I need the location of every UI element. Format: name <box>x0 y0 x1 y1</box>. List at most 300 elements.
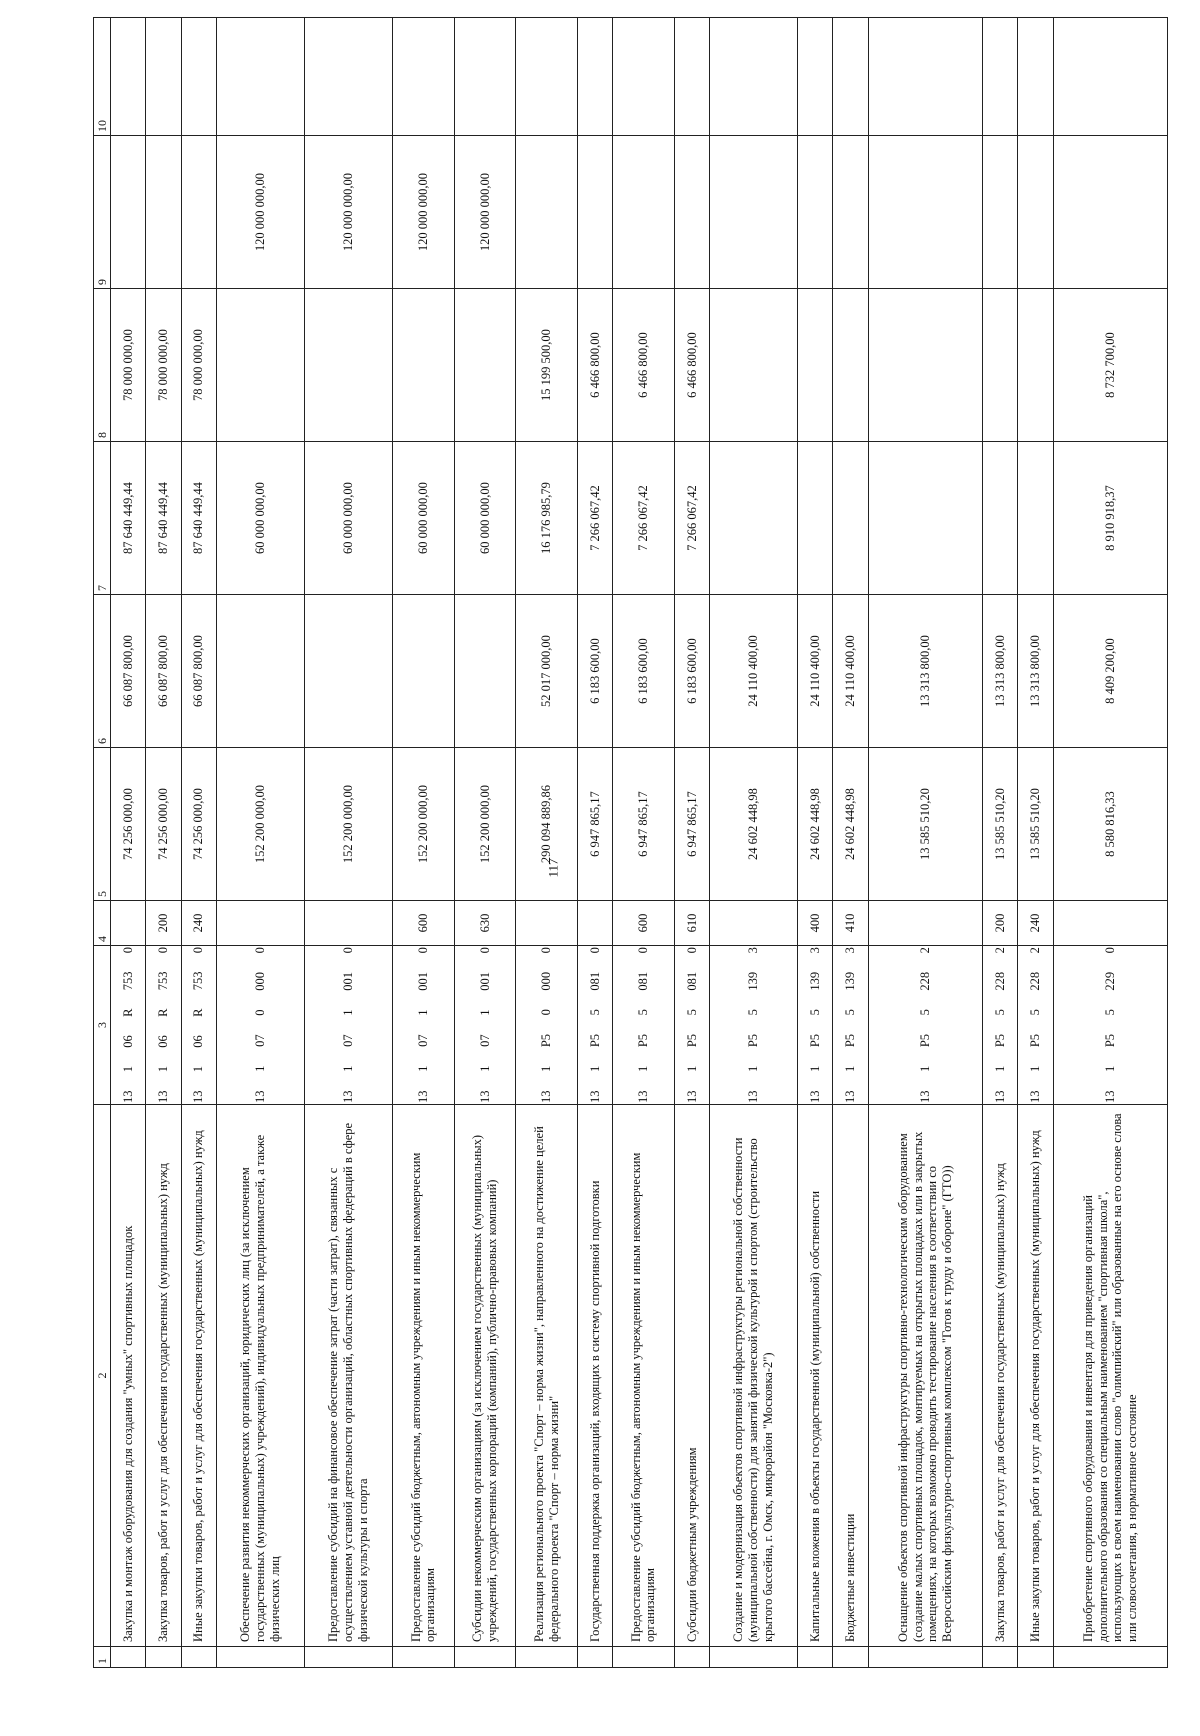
row-index-cell <box>181 1647 216 1668</box>
row-expense-type-cell: 600 <box>392 901 454 946</box>
budget-code-part: 1 <box>156 1065 171 1073</box>
row-amount-col-9 <box>146 136 181 289</box>
budget-code-part: 13 <box>156 1090 171 1103</box>
budget-code-part: 0 <box>1102 947 1117 954</box>
row-amount-col-9 <box>798 136 833 289</box>
row-amount-col-8 <box>304 289 392 442</box>
row-amount-col-9: 120 000 000,00 <box>392 136 454 289</box>
row-name-cell: Реализация регионального проекта "Спорт – норма жизни", направленного на достижение целей федерального проекта "Спорт – норма жизни" <box>516 1105 578 1647</box>
row-amount-col-8: 15 199 500,00 <box>516 289 578 442</box>
budget-code <box>416 947 431 1103</box>
budget-code-part: 1 <box>807 1065 822 1072</box>
row-amount-col-5: 152 200 000,00 <box>304 748 392 901</box>
table-row <box>833 18 868 1668</box>
table-row <box>111 18 146 1668</box>
budget-code-part: 1 <box>1028 1065 1043 1072</box>
budget-code <box>918 947 933 1103</box>
row-name-cell: Бюджетные инвестиции <box>833 1105 868 1647</box>
budget-code <box>843 947 858 1103</box>
row-amount-col-10 <box>111 18 146 136</box>
row-amount-col-10 <box>516 18 578 136</box>
row-amount-col-8 <box>392 289 454 442</box>
row-expense-type-cell: 410 <box>833 901 868 946</box>
row-code-cell <box>710 946 798 1105</box>
row-code-cell <box>1053 946 1167 1105</box>
budget-code-part: 0 <box>684 947 699 954</box>
row-name-cell: Закупка товаров, работ и услуг для обеспечения государственных (муниципальных) нужд <box>146 1105 181 1647</box>
row-index-cell <box>392 1647 454 1668</box>
row-code-cell <box>868 946 982 1105</box>
row-amount-col-5: 74 256 000,00 <box>146 748 181 901</box>
table-row <box>1018 18 1053 1668</box>
budget-code-part: 5 <box>746 1009 761 1016</box>
row-amount-col-7: 87 640 449,44 <box>111 442 146 595</box>
budget-code <box>341 947 356 1103</box>
budget-code-part: 5 <box>843 1009 858 1016</box>
row-amount-col-5: 290 094 889,86 <box>516 748 578 901</box>
row-expense-type-cell: 400 <box>798 901 833 946</box>
row-amount-col-10 <box>577 18 612 136</box>
row-expense-type-cell <box>710 901 798 946</box>
row-amount-col-7: 60 000 000,00 <box>304 442 392 595</box>
budget-code-part: 1 <box>415 1009 430 1016</box>
budget-code <box>121 947 136 1103</box>
row-index-cell <box>868 1647 982 1668</box>
row-amount-col-10 <box>833 18 868 136</box>
row-amount-col-10 <box>392 18 454 136</box>
column-header-4: 4 <box>94 901 111 946</box>
row-amount-col-7: 7 266 067,42 <box>674 442 709 595</box>
column-header-10: 10 <box>94 18 111 136</box>
budget-table-container <box>93 88 1168 1668</box>
budget-code-part: P5 <box>843 1033 858 1048</box>
budget-code-part: 06 <box>120 1035 135 1048</box>
row-amount-col-7 <box>1018 442 1053 595</box>
row-name-cell: Закупка товаров, работ и услуг для обеспечения государственных (муниципальных) нужд <box>982 1105 1017 1647</box>
row-code-cell <box>392 946 454 1105</box>
row-index-cell <box>710 1647 798 1668</box>
row-amount-col-6: 24 110 400,00 <box>798 595 833 748</box>
budget-code-part: 13 <box>746 1090 761 1103</box>
budget-code <box>539 947 554 1103</box>
row-name-cell: Предоставление субсидий бюджетным, автономным учреждениям и иным некоммерческим организациям <box>613 1105 675 1647</box>
row-amount-col-5: 74 256 000,00 <box>181 748 216 901</box>
row-amount-col-9 <box>868 136 982 289</box>
row-amount-col-8: 78 000 000,00 <box>146 289 181 442</box>
row-code-cell <box>454 946 516 1105</box>
budget-code <box>1103 947 1118 1103</box>
row-amount-col-9 <box>577 136 612 289</box>
budget-code-part: R <box>191 1008 206 1017</box>
budget-code <box>588 947 603 1103</box>
budget-code-part: 13 <box>1102 1090 1117 1103</box>
row-index-cell <box>1053 1647 1167 1668</box>
budget-code-part: 1 <box>746 1065 761 1072</box>
row-amount-col-10 <box>710 18 798 136</box>
budget-code-part: 0 <box>156 947 171 954</box>
budget-code-part: P5 <box>1028 1033 1043 1048</box>
row-code-cell <box>217 946 305 1105</box>
row-amount-col-7: 60 000 000,00 <box>454 442 516 595</box>
row-amount-col-8: 78 000 000,00 <box>111 289 146 442</box>
row-amount-col-7 <box>798 442 833 595</box>
row-amount-col-7 <box>868 442 982 595</box>
row-index-cell <box>833 1647 868 1668</box>
row-amount-col-9 <box>674 136 709 289</box>
row-name-cell: Субсидии бюджетным учреждениям <box>674 1105 709 1647</box>
row-amount-col-5: 152 200 000,00 <box>392 748 454 901</box>
row-amount-col-6: 24 110 400,00 <box>710 595 798 748</box>
row-index-cell <box>798 1647 833 1668</box>
row-name-cell: Предоставление субсидий на финансовое обеспечение затрат (части затрат), связанных с осуществлением уставной деятельности организаций, областных спортивных федераций в сфере физической культуры и спорта <box>304 1105 392 1647</box>
budget-code-part: 5 <box>1102 1009 1117 1016</box>
budget-code-part: 1 <box>917 1065 932 1072</box>
row-amount-col-9 <box>1018 136 1053 289</box>
column-header-2: 2 <box>94 1105 111 1647</box>
budget-code-part: 13 <box>1028 1090 1043 1103</box>
budget-code-part: P5 <box>1102 1033 1117 1048</box>
table-row <box>217 18 305 1668</box>
budget-code-part: 07 <box>415 1034 430 1047</box>
budget-code-part: 13 <box>253 1090 268 1103</box>
row-amount-col-6: 13 313 800,00 <box>1018 595 1053 748</box>
row-amount-col-8 <box>798 289 833 442</box>
budget-code-part: 081 <box>636 971 651 991</box>
column-header-3: 3 <box>94 946 111 1105</box>
table-row <box>868 18 982 1668</box>
budget-code-part: 3 <box>843 947 858 954</box>
budget-code-part: 139 <box>746 971 761 991</box>
table-row <box>674 18 709 1668</box>
column-header-6: 6 <box>94 595 111 748</box>
budget-code-part: 228 <box>1028 971 1043 991</box>
budget-code-part: 1 <box>477 1065 492 1072</box>
budget-code-part: 1 <box>120 1065 135 1073</box>
row-amount-col-5: 6 947 865,17 <box>674 748 709 901</box>
budget-code-part: 1 <box>539 1065 554 1072</box>
budget-code-part: 5 <box>992 1009 1007 1016</box>
budget-code-part: 1 <box>843 1065 858 1072</box>
budget-code-part: 13 <box>539 1090 554 1103</box>
budget-code <box>808 947 823 1103</box>
row-amount-col-6: 6 183 600,00 <box>674 595 709 748</box>
row-amount-col-8 <box>1018 289 1053 442</box>
budget-code-part: R <box>120 1008 135 1017</box>
row-amount-col-9: 120 000 000,00 <box>304 136 392 289</box>
budget-code <box>478 947 493 1103</box>
table-row <box>710 18 798 1668</box>
row-amount-col-7 <box>833 442 868 595</box>
row-amount-col-7: 87 640 449,44 <box>146 442 181 595</box>
row-index-cell <box>454 1647 516 1668</box>
budget-code-part: 13 <box>191 1090 206 1103</box>
budget-code-part: 753 <box>120 971 135 991</box>
budget-code-part: P5 <box>684 1033 699 1048</box>
budget-code-part: 0 <box>120 947 135 954</box>
table-row <box>392 18 454 1668</box>
row-amount-col-7: 60 000 000,00 <box>392 442 454 595</box>
row-expense-type-cell: 240 <box>1018 901 1053 946</box>
budget-code-part: 2 <box>1028 947 1043 954</box>
row-amount-col-5: 152 200 000,00 <box>454 748 516 901</box>
budget-code-part: 1 <box>191 1065 206 1073</box>
budget-code-part: 06 <box>156 1035 171 1048</box>
row-amount-col-7: 7 266 067,42 <box>577 442 612 595</box>
row-amount-col-8: 6 466 800,00 <box>577 289 612 442</box>
row-index-cell <box>1018 1647 1053 1668</box>
row-name-cell: Государственная поддержка организаций, входящих в систему спортивной подготовки <box>577 1105 612 1647</box>
row-amount-col-6 <box>217 595 305 748</box>
table-row <box>982 18 1017 1668</box>
row-amount-col-8: 6 466 800,00 <box>613 289 675 442</box>
budget-code-part: R <box>156 1008 171 1017</box>
row-amount-col-6: 13 313 800,00 <box>982 595 1017 748</box>
row-expense-type-cell <box>1053 901 1167 946</box>
budget-code-part: 13 <box>843 1090 858 1103</box>
row-amount-col-5: 13 585 510,20 <box>1018 748 1053 901</box>
row-name-cell: Обеспечение развития некоммерческих организаций, юридических лиц (за исключением государственных (муниципальных) учреждений), индивидуальных предпринимателей, а также физических лиц <box>217 1105 305 1647</box>
column-header-1: 1 <box>94 1647 111 1668</box>
row-amount-col-9 <box>1053 136 1167 289</box>
row-expense-type-cell <box>868 901 982 946</box>
row-amount-col-8: 78 000 000,00 <box>181 289 216 442</box>
row-amount-col-7: 87 640 449,44 <box>181 442 216 595</box>
budget-code-part: 07 <box>253 1034 268 1047</box>
budget-code-part: 5 <box>807 1009 822 1016</box>
budget-code-part: 001 <box>415 972 430 991</box>
budget-code-part: 0 <box>253 947 268 954</box>
table-row <box>577 18 612 1668</box>
table-row <box>146 18 181 1668</box>
row-index-cell <box>304 1647 392 1668</box>
row-code-cell <box>833 946 868 1105</box>
budget-code-part: 5 <box>587 1009 602 1016</box>
row-name-cell: Иные закупки товаров, работ и услуг для обеспечения государственных (муниципальных) нужд <box>1018 1105 1053 1647</box>
row-amount-col-8 <box>982 289 1017 442</box>
row-amount-col-10 <box>454 18 516 136</box>
row-amount-col-6 <box>304 595 392 748</box>
column-header-7: 7 <box>94 442 111 595</box>
budget-code-part: 000 <box>253 972 268 991</box>
row-amount-col-6: 66 087 800,00 <box>146 595 181 748</box>
budget-code-part: 1 <box>477 1009 492 1016</box>
row-expense-type-cell: 630 <box>454 901 516 946</box>
row-index-cell <box>577 1647 612 1668</box>
row-name-cell: Создание и модернизация объектов спортивной инфраструктуры региональной собственности (муниципальной собственности) для занятий физической культурой и спортом (строительство крытого бассейна, г. Омск, микрорайон "Московка-2") <box>710 1105 798 1647</box>
row-code-cell <box>111 946 146 1105</box>
row-expense-type-cell: 200 <box>146 901 181 946</box>
row-amount-col-5: 13 585 510,20 <box>982 748 1017 901</box>
row-amount-col-8: 8 732 700,00 <box>1053 289 1167 442</box>
row-code-cell <box>577 946 612 1105</box>
budget-code-part: 1 <box>1102 1065 1117 1072</box>
budget-code-part: 13 <box>477 1090 492 1103</box>
budget-code-part: 5 <box>684 1009 699 1016</box>
row-amount-col-10 <box>181 18 216 136</box>
row-expense-type-cell: 240 <box>181 901 216 946</box>
row-amount-col-9 <box>710 136 798 289</box>
budget-code-part: 13 <box>120 1090 135 1103</box>
column-number-row <box>94 18 111 1668</box>
budget-code-part: 0 <box>341 947 356 954</box>
budget-code-part: P5 <box>539 1033 554 1048</box>
table-row <box>454 18 516 1668</box>
table-row <box>516 18 578 1668</box>
row-expense-type-cell <box>217 901 305 946</box>
row-amount-col-7: 16 176 985,79 <box>516 442 578 595</box>
row-amount-col-10 <box>674 18 709 136</box>
budget-code-part: 1 <box>415 1065 430 1072</box>
row-amount-col-10 <box>1018 18 1053 136</box>
row-amount-col-5: 24 602 448,98 <box>710 748 798 901</box>
budget-code-part: 13 <box>587 1090 602 1103</box>
row-amount-col-5: 13 585 510,20 <box>868 748 982 901</box>
budget-code-part: 228 <box>917 971 932 991</box>
row-expense-type-cell: 200 <box>982 901 1017 946</box>
budget-code-part: 0 <box>253 1009 268 1016</box>
budget-code-part: 081 <box>587 971 602 991</box>
budget-code-part: 3 <box>746 947 761 954</box>
row-name-cell: Предоставление субсидий бюджетным, автономным учреждениям и иным некоммерческим организациям <box>392 1105 454 1647</box>
row-amount-col-6: 66 087 800,00 <box>181 595 216 748</box>
row-index-cell <box>111 1647 146 1668</box>
budget-code <box>1028 947 1043 1103</box>
budget-code-part: 0 <box>539 947 554 954</box>
row-amount-col-10 <box>304 18 392 136</box>
row-amount-col-8 <box>868 289 982 442</box>
budget-code-part: 2 <box>917 947 932 954</box>
row-amount-col-6: 52 017 000,00 <box>516 595 578 748</box>
row-amount-col-6 <box>454 595 516 748</box>
budget-code-part: 1 <box>341 1065 356 1072</box>
row-code-cell <box>798 946 833 1105</box>
row-amount-col-9: 120 000 000,00 <box>217 136 305 289</box>
row-amount-col-10 <box>146 18 181 136</box>
budget-code-part: 1 <box>253 1065 268 1072</box>
row-amount-col-5: 8 580 816,33 <box>1053 748 1167 901</box>
budget-code-part: 5 <box>636 1009 651 1016</box>
budget-code-part: 3 <box>807 947 822 954</box>
budget-code <box>156 947 171 1103</box>
row-amount-col-10 <box>868 18 982 136</box>
row-amount-col-6: 8 409 200,00 <box>1053 595 1167 748</box>
budget-code-part: 753 <box>156 971 171 991</box>
row-amount-col-8 <box>217 289 305 442</box>
row-name-cell: Капитальные вложения в объекты государственной (муниципальной) собственности <box>798 1105 833 1647</box>
row-amount-col-8: 6 466 800,00 <box>674 289 709 442</box>
row-index-cell <box>613 1647 675 1668</box>
budget-code <box>685 947 700 1103</box>
budget-code-part: 229 <box>1102 971 1117 991</box>
budget-code-part: 753 <box>191 971 206 991</box>
row-amount-col-6: 13 313 800,00 <box>868 595 982 748</box>
budget-code-part: 081 <box>684 971 699 991</box>
budget-code <box>636 947 651 1103</box>
budget-code-part: 0 <box>539 1009 554 1016</box>
table-row <box>613 18 675 1668</box>
row-amount-col-7 <box>710 442 798 595</box>
row-amount-col-10 <box>798 18 833 136</box>
budget-code-part: P5 <box>636 1033 651 1048</box>
row-code-cell <box>181 946 216 1105</box>
row-amount-col-9 <box>982 136 1017 289</box>
row-amount-col-10 <box>1053 18 1167 136</box>
budget-table-body <box>94 18 1168 1668</box>
budget-code-part: P5 <box>992 1033 1007 1048</box>
budget-code-part: 13 <box>341 1090 356 1103</box>
row-amount-col-9 <box>516 136 578 289</box>
row-index-cell <box>674 1647 709 1668</box>
row-amount-col-10 <box>613 18 675 136</box>
row-amount-col-6 <box>392 595 454 748</box>
budget-code-part: 001 <box>477 972 492 991</box>
budget-code-part: 1 <box>636 1065 651 1072</box>
row-code-cell <box>516 946 578 1105</box>
budget-code <box>253 947 268 1103</box>
budget-code-part: 13 <box>917 1090 932 1103</box>
row-name-cell: Приобретение спортивного оборудования и инвентаря для приведения организаций дополнительного образования со специальным наименованием "спортивная школа", использующих в своем наименовании слово "олимпийский" или образованные на его основе слова или словосочетания, в нормативное состояние <box>1053 1105 1167 1647</box>
budget-code-part: 5 <box>1028 1009 1043 1016</box>
row-amount-col-10 <box>217 18 305 136</box>
budget-code-part: 0 <box>415 947 430 954</box>
row-index-cell <box>516 1647 578 1668</box>
table-row <box>304 18 392 1668</box>
row-amount-col-5: 24 602 448,98 <box>798 748 833 901</box>
budget-code-part: 13 <box>684 1090 699 1103</box>
row-amount-col-9 <box>181 136 216 289</box>
row-name-cell: Закупка и монтаж оборудования для создания "умных" спортивных площадок <box>111 1105 146 1647</box>
row-code-cell <box>146 946 181 1105</box>
row-index-cell <box>146 1647 181 1668</box>
row-amount-col-7: 7 266 067,42 <box>613 442 675 595</box>
table-row <box>1053 18 1167 1668</box>
table-row <box>798 18 833 1668</box>
row-amount-col-5: 6 947 865,17 <box>613 748 675 901</box>
budget-code <box>191 947 206 1103</box>
budget-code-part: 0 <box>636 947 651 954</box>
budget-code-part: P5 <box>587 1033 602 1048</box>
budget-code-part: 0 <box>191 947 206 954</box>
row-amount-col-7: 8 910 918,37 <box>1053 442 1167 595</box>
row-expense-type-cell <box>516 901 578 946</box>
row-code-cell <box>304 946 392 1105</box>
column-header-9: 9 <box>94 136 111 289</box>
budget-code-part: 06 <box>191 1035 206 1048</box>
budget-code-part: 139 <box>843 971 858 991</box>
row-amount-col-9 <box>833 136 868 289</box>
row-expense-type-cell: 610 <box>674 901 709 946</box>
row-amount-col-5: 24 602 448,98 <box>833 748 868 901</box>
row-name-cell: Иные закупки товаров, работ и услуг для обеспечения государственных (муниципальных) нужд <box>181 1105 216 1647</box>
row-amount-col-7 <box>982 442 1017 595</box>
row-expense-type-cell <box>111 901 146 946</box>
row-name-cell: Субсидии некоммерческим организациям (за исключением государственных (муниципальных) учреждений, государственных корпораций (компаний), публично-правовых компаний) <box>454 1105 516 1647</box>
budget-code-part: 13 <box>415 1090 430 1103</box>
column-header-5: 5 <box>94 748 111 901</box>
page-number: 117 <box>545 858 561 878</box>
budget-code-part: 1 <box>341 1009 356 1016</box>
row-amount-col-8 <box>454 289 516 442</box>
row-index-cell <box>982 1647 1017 1668</box>
budget-code <box>746 947 761 1103</box>
row-code-cell <box>1018 946 1053 1105</box>
budget-code-part: 13 <box>636 1090 651 1103</box>
row-amount-col-8 <box>710 289 798 442</box>
row-amount-col-10 <box>982 18 1017 136</box>
row-code-cell <box>982 946 1017 1105</box>
row-amount-col-6: 24 110 400,00 <box>833 595 868 748</box>
row-amount-col-8 <box>833 289 868 442</box>
